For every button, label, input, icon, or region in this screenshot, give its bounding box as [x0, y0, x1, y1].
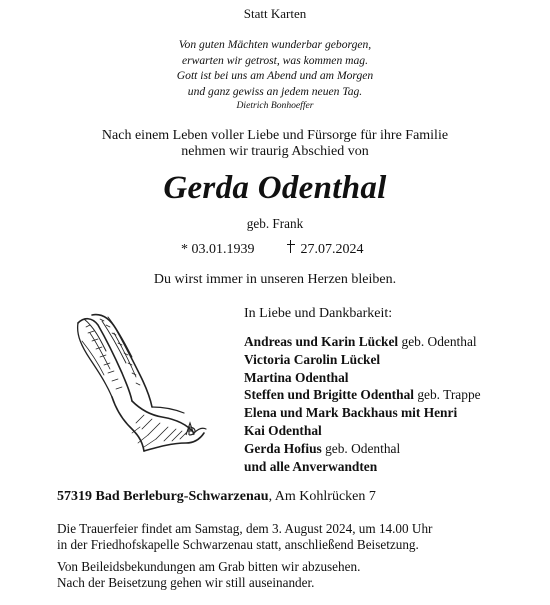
intro-text — [0, 128, 550, 159]
motto-text: Du wirst immer in unseren Herzen bleiben. — [153, 272, 397, 287]
intro-line: nehmen wir traurig Abschied von — [181, 143, 369, 159]
poem-line: und ganz gewiss an jedem neuen Tag. — [187, 84, 363, 98]
family-member: Gerda Hofius geb. Odenthal — [244, 440, 401, 456]
deceased-name: Gerda Odenthal — [163, 170, 387, 206]
cross-icon — [286, 240, 297, 254]
note-line: Von Beileidsbekundungen am Grab bitten wir abzusehen. — [57, 559, 361, 574]
address-street: , Am Kohlrücken 7 — [268, 489, 376, 504]
poem-author: Dietrich Bonhoeffer — [236, 100, 314, 111]
life-dates — [181, 240, 364, 258]
address-city: 57319 Bad Berleburg-Schwarzenau — [57, 489, 269, 504]
birth-date: * 03.01.1939 — [181, 242, 255, 257]
poem-line: erwarten wir getrost, was kommen mag. — [181, 53, 369, 67]
birth-name: geb. Frank — [246, 216, 304, 231]
family-member: Kai Odenthal — [244, 422, 322, 438]
family-member: Elena und Mark Backhaus mit Henri — [244, 405, 458, 421]
mourning-address — [57, 489, 376, 505]
thanks-heading: In Liebe und Dankbarkeit: — [244, 306, 393, 321]
poem-line: Gott ist bei uns am Abend und am Morgen — [176, 69, 374, 82]
family-list — [244, 333, 481, 475]
intro-line: Nach einem Leben voller Liebe und Fürsorge für ihre Familie — [101, 128, 449, 143]
family-member: Steffen und Brigitte Odenthal geb. Trappe — [244, 387, 481, 403]
ceremony-line: in der Friedhofskapelle Schwarzenau statt, anschließend Beisetzung. — [57, 536, 419, 552]
family-member: Andreas und Karin Lückel geb. Odenthal — [244, 334, 477, 349]
family-member: und alle Anverwandten — [244, 458, 378, 474]
header-text: Statt Karten — [243, 6, 307, 21]
death-date: 27.07.2024 — [300, 242, 364, 257]
praying-hands-icon — [70, 311, 214, 457]
closing-note — [57, 559, 360, 590]
note-line: Nach der Beisetzung gehen wir still auseinander. — [57, 574, 315, 590]
family-member: Victoria Carolin Lückel — [244, 351, 381, 367]
family-member: Martina Odenthal — [244, 369, 349, 385]
poem — [0, 37, 550, 99]
ceremony-line: Die Trauerfeier findet am Samstag, dem 3. August 2024, um 14.00 Uhr — [57, 521, 433, 536]
ceremony-info — [57, 521, 432, 552]
poem-line: Von guten Mächten wunderbar geborgen, — [178, 38, 372, 51]
